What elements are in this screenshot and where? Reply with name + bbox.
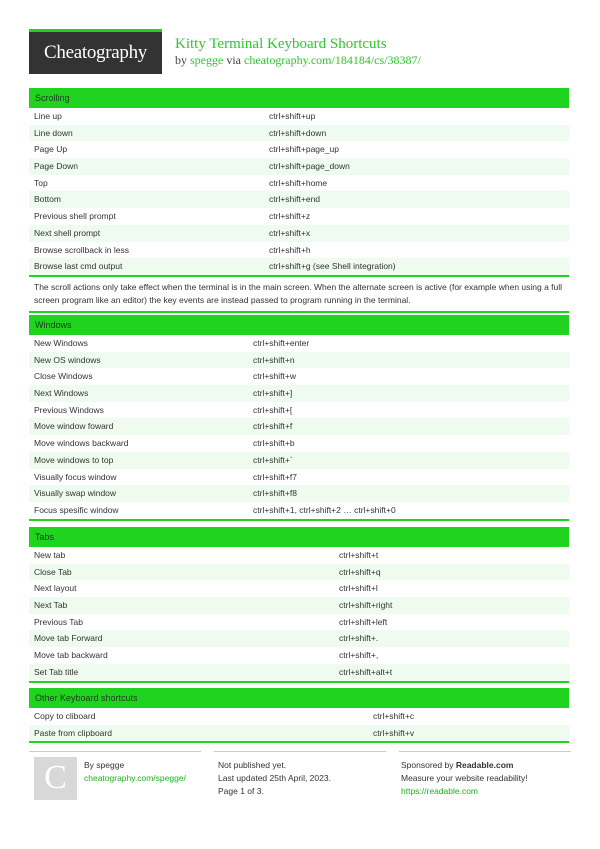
shortcut-keys: ctrl+shift+x [269,227,311,238]
published-status: Not published yet. [218,760,287,770]
byline [175,53,421,68]
shortcut-action: Visually focus window [34,471,117,482]
author-link[interactable]: spegge [190,53,224,67]
table-row [29,725,569,742]
shortcut-keys: ctrl+shift+g (see Shell integration) [269,261,396,272]
footer-divider [214,751,386,752]
shortcut-keys: ctrl+shift+1, ctrl+shift+2 … ctrl+shift+0 [253,504,396,515]
shortcut-keys: ctrl+shift+up [269,111,316,121]
section-windows [29,315,569,521]
shortcut-action: Move tab backward [34,650,108,661]
section-title: Windows [29,315,569,335]
section-tabs [29,527,569,683]
table-row [29,125,569,142]
table-row [29,418,569,435]
shortcut-keys: ctrl+shift+end [269,194,321,205]
shortcut-keys: ctrl+shift+f [253,421,293,432]
section-title: Other Keyboard shortcuts [29,688,569,708]
shortcut-keys: ctrl+shift+alt+t [339,666,393,677]
table-row [29,647,569,664]
table-row [29,242,569,259]
shortcut-action: New Windows [34,338,88,348]
shortcut-keys: ctrl+shift+t [339,550,379,560]
shortcut-keys: ctrl+shift+w [253,371,296,382]
divider [29,741,569,743]
shortcut-action: Move tab Forward [34,633,103,644]
table-row [29,708,569,725]
sheet-url-link[interactable]: cheatography.com/184184/cs/38387/ [244,53,421,67]
table-row [29,664,569,681]
section-note: The scroll actions only take effect when the terminal is in the main screen. When the alternate screen is active (for example when using a full screen program like an editor) the key events are instead passed to program running in the terminal. [29,277,569,311]
shortcut-keys: ctrl+shift+down [269,127,327,138]
shortcut-action: Next Tab [34,600,68,611]
shortcut-keys: ctrl+shift+enter [253,338,310,348]
table-row [29,485,569,502]
shortcut-keys: ctrl+shift+c [373,711,415,721]
table-row [29,502,569,519]
rows-list [29,335,569,519]
shortcut-action: Next layout [34,583,77,594]
author-avatar[interactable] [34,757,77,800]
section-scrolling [29,88,569,313]
table-row [29,208,569,225]
footer-author-link[interactable]: spegge [96,760,125,770]
shortcut-action: Previous shell prompt [34,211,116,222]
shortcut-keys: ctrl+shift+n [253,354,295,365]
divider [29,681,569,683]
shortcut-action: Next Windows [34,388,89,399]
table-row [29,225,569,242]
table-row [29,452,569,469]
table-row [29,175,569,192]
divider [29,519,569,521]
table-row [29,402,569,419]
page-title: Kitty Terminal Keyboard Shortcuts [175,36,387,52]
rows-list [29,547,569,681]
table-row [29,597,569,614]
section-title: Scrolling [29,88,569,108]
shortcut-keys: ctrl+shift+] [253,388,293,399]
rows-list [29,708,569,741]
last-updated: Last updated 25th April, 2023. [218,773,331,783]
shortcut-keys: ctrl+shift+h [269,244,311,255]
sponsor-label: Sponsored by [401,760,454,770]
shortcut-action: Close Tab [34,566,72,577]
shortcut-action: Page Down [34,161,78,172]
shortcut-action: Top [34,177,48,188]
cheatography-logo[interactable] [29,29,162,74]
table-row [29,385,569,402]
table-row [29,580,569,597]
section-title: Tabs [29,527,569,547]
table-row [29,108,569,125]
shortcut-action: Move window foward [34,421,114,432]
page-header [29,29,571,77]
shortcut-keys: ctrl+shift+f8 [253,488,297,499]
table-row [29,564,569,581]
shortcut-action: Page Up [34,144,68,155]
table-row [29,141,569,158]
shortcut-action: Browse scrollback in less [34,244,129,255]
shortcut-keys: ctrl+shift+f7 [253,471,297,482]
byline-via: via [226,53,241,67]
logo-text: Cheatography [44,42,147,63]
section-other-shortcuts [29,688,569,743]
shortcut-action: Close Windows [34,371,93,382]
table-row [29,547,569,564]
footer-by-label: By [84,760,94,770]
shortcut-keys: ctrl+shift+page_up [269,144,339,155]
shortcut-action: Paste from clipboard [34,727,112,738]
footer-author-url[interactable]: cheatography.com/spegge/ [84,773,186,783]
shortcut-keys: ctrl+shift+z [269,211,311,222]
shortcut-action: Bottom [34,194,61,205]
page-footer [29,751,571,811]
shortcut-action: Visually swap window [34,488,117,499]
rows-list [29,108,569,275]
shortcut-action: Browse last cmd output [34,261,123,272]
shortcut-keys: ctrl+shift+right [339,600,393,611]
shortcut-keys: ctrl+shift+home [269,177,328,188]
shortcut-keys: ctrl+shift+v [373,727,415,738]
avatar-letter: C [44,759,67,796]
shortcut-keys: ctrl+shift+page_down [269,161,350,172]
table-row [29,630,569,647]
table-row [29,614,569,631]
table-row [29,335,569,352]
table-row [29,158,569,175]
footer-by [84,760,124,770]
sponsor-tagline: Measure your website readability! [401,773,528,783]
shortcut-keys: ctrl+shift+. [339,633,379,644]
shortcut-keys: ctrl+shift+` [253,454,293,465]
shortcut-action: New OS windows [34,354,101,365]
sponsor-url[interactable]: https://readable.com [401,786,479,796]
shortcut-action: Line up [34,111,62,121]
shortcut-action: Next shell prompt [34,227,101,238]
shortcut-action: Focus spesific window [34,504,119,515]
table-row [29,435,569,452]
shortcut-action: Previous Tab [34,616,83,627]
footer-divider [399,751,571,752]
shortcut-action: Line down [34,127,73,138]
shortcut-action: New tab [34,550,66,560]
table-row [29,368,569,385]
shortcut-action: Move windows to top [34,454,114,465]
table-row [29,258,569,275]
shortcut-keys: ctrl+shift+q [339,566,381,577]
table-row [29,191,569,208]
shortcut-keys: ctrl+shift+l [339,583,378,594]
shortcut-keys: ctrl+shift+b [253,438,295,449]
footer-divider [29,751,201,752]
shortcut-keys: ctrl+shift+, [339,650,379,661]
shortcut-action: Copy to cliboard [34,711,96,721]
shortcut-keys: ctrl+shift+[ [253,404,293,415]
shortcut-action: Set Tab title [34,666,79,677]
sponsor-name[interactable]: Readable.com [455,760,514,770]
table-row [29,352,569,369]
table-row [29,469,569,486]
divider [29,311,569,313]
shortcut-keys: ctrl+shift+left [339,616,388,627]
shortcut-action: Move windows backward [34,438,129,449]
byline-by: by [175,53,187,67]
shortcut-action: Previous Windows [34,404,104,415]
sponsor-line [401,760,513,770]
page-number: Page 1 of 3. [218,786,264,796]
